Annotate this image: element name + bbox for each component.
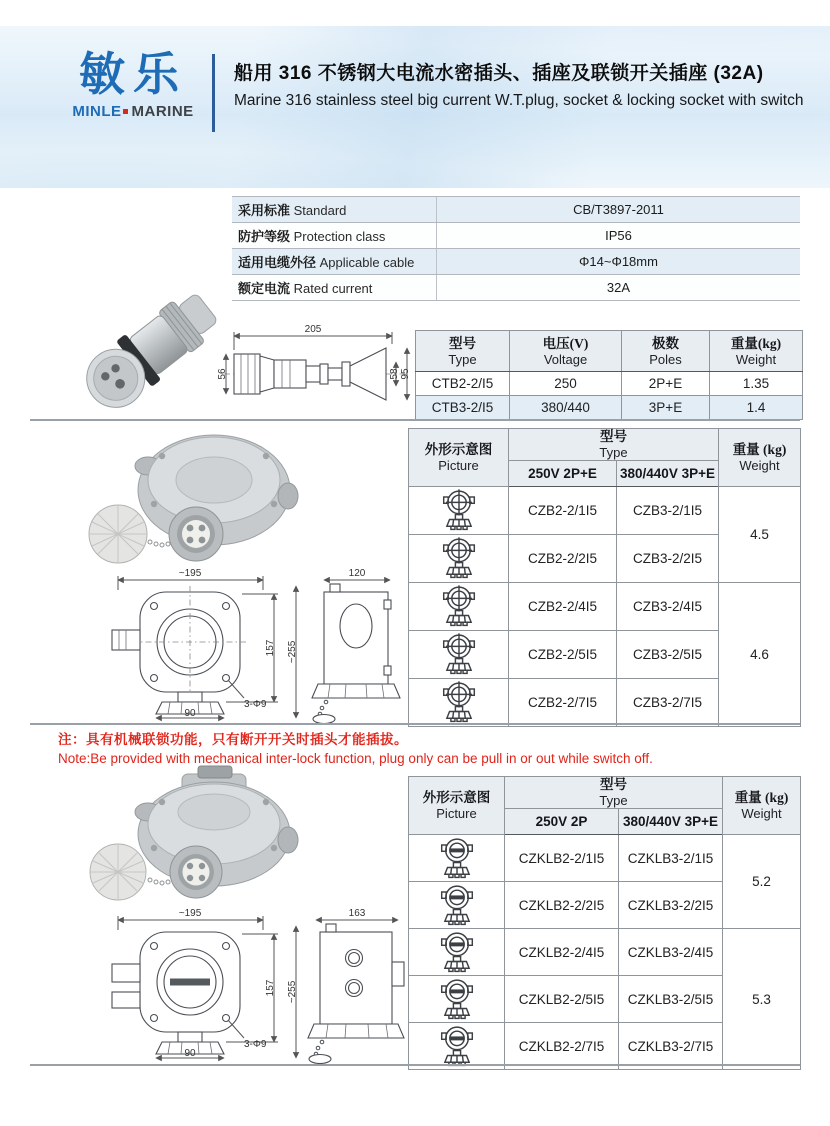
spec-label: 适用电缆外径 Applicable cable	[232, 249, 437, 275]
interlock-note	[58, 728, 758, 766]
note-english: Note:Be provided with mechanical inter-lock function, plug only can be pull in or out while switch off.	[58, 751, 653, 766]
socket-dimension-drawing	[58, 566, 408, 724]
spec-label: 防护等级 Protection class	[232, 223, 437, 249]
col-header-poles: 极数 Poles	[622, 331, 710, 372]
picture-cell	[409, 487, 509, 535]
svg-text:3-Φ9: 3-Φ9	[244, 699, 267, 710]
cell-model-380: CZB3-2/4I5	[617, 583, 719, 631]
svg-text:90: 90	[184, 708, 196, 719]
col-header-picture: 外形示意图 Picture	[409, 429, 509, 487]
col-header-type: 型号 Type	[416, 331, 510, 372]
svg-text:~195: ~195	[178, 568, 202, 579]
socket-photo	[62, 424, 318, 572]
cell-voltage: 380/440	[510, 396, 622, 420]
socket-front-icon	[441, 536, 477, 581]
plug-dimension-drawing	[216, 322, 412, 416]
cell-model-250: CZB2-2/7I5	[509, 679, 617, 727]
page-title-en: Marine 316 stainless steel big current W.T.plug, socket & locking socket with switch	[234, 92, 804, 109]
col-header-voltage: 电压(V) Voltage	[510, 331, 622, 372]
col-subheader-380v: 380/440V 3P+E	[617, 461, 719, 487]
cell-weight: 5.2	[723, 835, 801, 929]
spec-value: IP56	[437, 223, 801, 249]
picture-cell	[409, 535, 509, 583]
cell-model-380: CZB3-2/2I5	[617, 535, 719, 583]
logo-chinese: 敏乐	[79, 49, 187, 100]
svg-text:56: 56	[217, 368, 228, 380]
locking-dimension-drawing	[58, 906, 408, 1064]
logo-accent	[123, 109, 128, 114]
cell-model-250: CZB2-2/4I5	[509, 583, 617, 631]
svg-text:~255: ~255	[287, 640, 298, 664]
cell-voltage: 250	[510, 372, 622, 396]
cell-weight: 1.4	[710, 396, 803, 420]
svg-text:58: 58	[389, 368, 400, 380]
svg-text:205: 205	[304, 324, 322, 335]
cell-model-380: CZB3-2/1I5	[617, 487, 719, 535]
picture-cell	[409, 835, 505, 882]
picture-cell	[409, 679, 509, 727]
cell-weight: 4.5	[719, 487, 801, 583]
czb-model-table	[408, 428, 801, 727]
svg-text:~255: ~255	[287, 980, 298, 1004]
plug-type-table	[415, 330, 803, 420]
picture-cell	[409, 631, 509, 679]
cell-model-250: CZB2-2/1I5	[509, 487, 617, 535]
locking-socket-front-icon	[439, 836, 475, 881]
cell-model-250: CZKLB2-2/1I5	[505, 835, 619, 882]
cell-model-380: CZKLB3-2/5I5	[619, 976, 723, 1023]
section-divider	[30, 723, 800, 725]
picture-cell	[409, 976, 505, 1023]
locking-socket-front-icon	[439, 883, 475, 928]
col-header-type: 型号 Type	[509, 429, 719, 461]
col-header-weight: 重量 (kg) Weight	[723, 777, 801, 835]
cell-model-380: CZKLB3-2/1I5	[619, 835, 723, 882]
table-row	[409, 583, 801, 631]
svg-text:3-Φ9: 3-Φ9	[244, 1039, 267, 1050]
col-header-type: 型号 Type	[505, 777, 723, 809]
cell-weight: 4.6	[719, 583, 801, 727]
logo-english	[58, 103, 208, 120]
table-row	[232, 249, 800, 275]
cell-weight: 1.35	[710, 372, 803, 396]
table-row	[409, 835, 801, 882]
section-divider	[30, 1064, 800, 1066]
socket-front-icon	[441, 488, 477, 533]
cell-model-250: CZB2-2/2I5	[509, 535, 617, 583]
plug-photo	[60, 272, 230, 422]
cell-model-250: CZKLB2-2/5I5	[505, 976, 619, 1023]
czklb-model-table	[408, 776, 801, 1070]
cell-poles: 2P+E	[622, 372, 710, 396]
cell-model-380: CZKLB3-2/7I5	[619, 1023, 723, 1070]
svg-text:120: 120	[348, 568, 366, 579]
col-subheader-250v: 250V 2P	[505, 809, 619, 835]
page-titles	[234, 58, 814, 110]
table-row	[409, 929, 801, 976]
spec-label: 采用标准 Standard	[232, 197, 437, 223]
table-row	[232, 223, 800, 249]
col-subheader-250v: 250V 2P+E	[509, 461, 617, 487]
locking-socket-front-icon	[439, 930, 475, 975]
picture-cell	[409, 882, 505, 929]
col-header-picture: 外形示意图 Picture	[409, 777, 505, 835]
cell-model-250: CZB2-2/5I5	[509, 631, 617, 679]
svg-text:163: 163	[348, 908, 366, 919]
svg-text:157: 157	[265, 979, 276, 997]
page-title-cn: 船用 316 不锈钢大电流水密插头、插座及联锁开关插座 (32A)	[234, 63, 764, 84]
spec-value: CB/T3897-2011	[437, 197, 801, 223]
section-divider	[30, 419, 800, 421]
locking-socket-photo	[62, 764, 318, 906]
spec-value: 32A	[437, 275, 801, 301]
cell-model-250: CZKLB2-2/2I5	[505, 882, 619, 929]
svg-text:95: 95	[400, 368, 411, 380]
logo-marine: MARINE	[131, 103, 194, 120]
svg-text:157: 157	[265, 639, 276, 657]
logo-minle: MINLE	[72, 103, 122, 120]
header-divider	[212, 54, 215, 132]
cell-model-250: CZKLB2-2/7I5	[505, 1023, 619, 1070]
table-header-row	[409, 429, 801, 461]
header-band	[0, 26, 830, 188]
table-row	[232, 275, 800, 301]
picture-cell	[409, 583, 509, 631]
table-header-row	[409, 777, 801, 809]
cell-model-250: CZKLB2-2/4I5	[505, 929, 619, 976]
locking-socket-front-icon	[439, 1024, 475, 1069]
table-row	[416, 396, 803, 420]
locking-socket-front-icon	[439, 977, 475, 1022]
socket-front-icon	[441, 680, 477, 725]
spec-label: 额定电流 Rated current	[232, 275, 437, 301]
col-subheader-380v: 380/440V 3P+E	[619, 809, 723, 835]
svg-text:~195: ~195	[178, 908, 202, 919]
table-row	[232, 197, 800, 223]
cell-model-380: CZKLB3-2/2I5	[619, 882, 723, 929]
cell-type: CTB3-2/I5	[416, 396, 510, 420]
picture-cell	[409, 929, 505, 976]
brand-logo	[58, 50, 208, 120]
spec-table	[232, 196, 800, 301]
note-chinese: 注：具有机械联锁功能，只有断开开关时插头才能插拔。	[58, 732, 408, 747]
col-header-weight: 重量 (kg) Weight	[719, 429, 801, 487]
cell-weight: 5.3	[723, 929, 801, 1070]
cell-model-380: CZB3-2/5I5	[617, 631, 719, 679]
table-row	[416, 372, 803, 396]
socket-front-icon	[441, 584, 477, 629]
table-row	[409, 487, 801, 535]
cell-model-380: CZKLB3-2/4I5	[619, 929, 723, 976]
cell-poles: 3P+E	[622, 396, 710, 420]
picture-cell	[409, 1023, 505, 1070]
socket-front-icon	[441, 632, 477, 677]
svg-text:90: 90	[184, 1048, 196, 1059]
cell-type: CTB2-2/I5	[416, 372, 510, 396]
col-header-weight: 重量(kg) Weight	[710, 331, 803, 372]
table-header-row	[416, 331, 803, 372]
cell-model-380: CZB3-2/7I5	[617, 679, 719, 727]
spec-value: Φ14~Φ18mm	[437, 249, 801, 275]
